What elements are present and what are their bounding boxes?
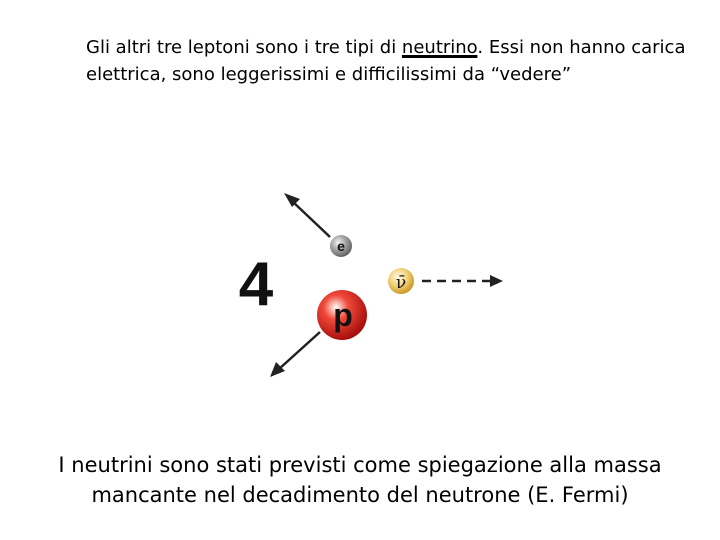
neutrino-link[interactable]: neutrino [401,37,478,58]
electron-arrow [284,193,330,237]
caption [20,450,700,510]
antineutrino-label: ν̄ [395,273,407,293]
caption-line-2: mancante nel decadimento del neutrone (E. Fermi) [91,483,629,507]
step-number: 4 [238,250,274,319]
proton-particle [317,290,367,340]
antineutrino-particle [388,268,414,294]
antineutrino-arrow [422,275,503,287]
caption-line-1: I neutrini sono stati previsti come spiegazione alla massa [58,453,662,477]
intro-text-before: Gli altri tre leptoni sono i tre tipi di [86,37,402,58]
intro-text-after: . Essi non hanno carica elettrica, sono leggerissimi e difficilissimi da “vedere” [86,37,686,85]
electron-label: e [337,238,345,254]
proton-label: p [333,297,353,333]
proton-arrow [270,332,320,377]
electron-particle [330,235,352,257]
